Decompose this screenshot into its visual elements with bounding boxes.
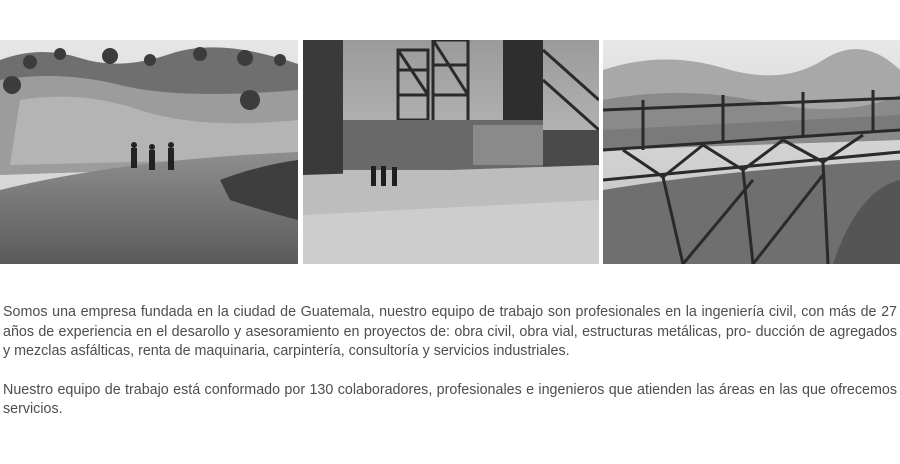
about-paragraph-2: Nuestro equipo de trabajo está conformado por 130 colaboradores, profesionales e ingenieros que atienden las áreas en las que ofrecemos servicios.: [3, 381, 897, 417]
photo-gallery: [0, 40, 900, 264]
about-paragraph-1: Somos una empresa fundada en la ciudad de Guatemala, nuestro equipo de trabajo son profesionales en la ingeniería civil, con más de 27 años de experiencia en el desarollo y asesoramiento en proyectos de: obra civil, obra vial, estructuras metálicas, pro- ducción de agregados y mezclas asfálticas, renta de maquinaria, carpintería, consultoría y servicios industriales.: [3, 304, 897, 359]
industrial-plant-photo: [303, 40, 599, 264]
about-text: [3, 303, 897, 420]
steel-bridge-photo: [603, 40, 900, 264]
road-construction-photo: [0, 40, 298, 264]
